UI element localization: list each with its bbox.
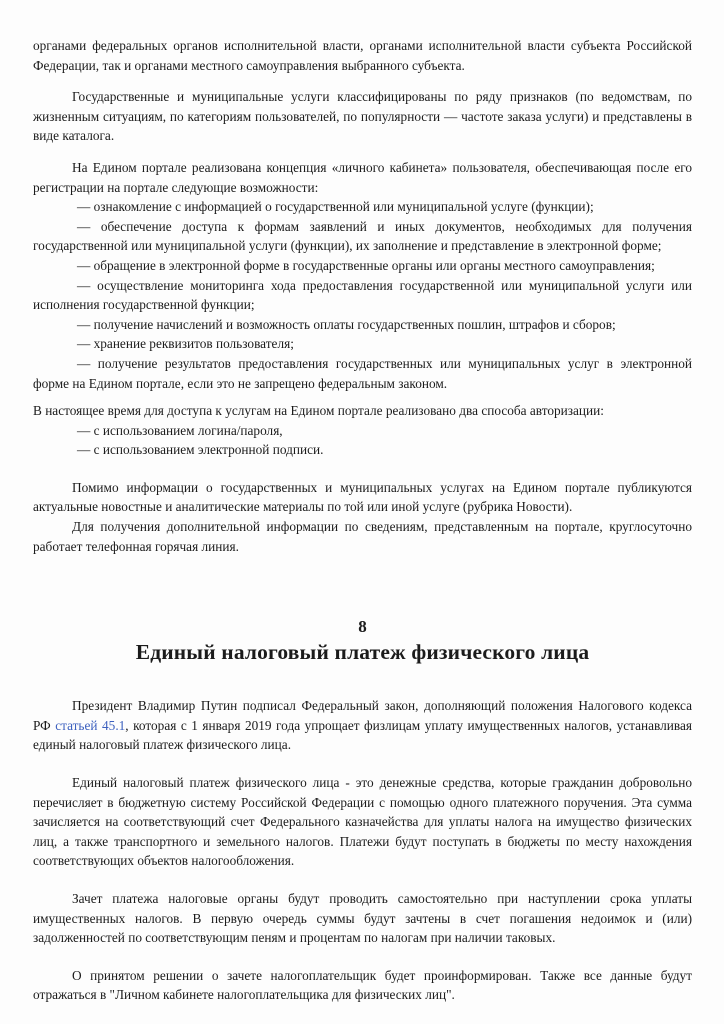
paragraph-putin (33, 696, 692, 755)
section-number: 8 (358, 617, 367, 637)
paragraph-personal-account: На Едином портале реализована концепция «личного кабинета» пользователя, обеспечивающая после его регистрации на портале следующие возможности: (33, 159, 692, 195)
spacer (33, 755, 692, 773)
section-title: Единый налоговый платеж физического лица (135, 640, 590, 665)
spacer (33, 393, 692, 401)
capability-item: — получение результатов предоставления государственных или муниципальных услуг в электронной форме на Едином портале, если это не запрещено федеральным законом. (33, 355, 692, 391)
paragraph-news: Помимо информации о государственных и муниципальных услугах на Едином портале публикуются актуальные новостные и аналитические материалы по той или иной услуге (рубрика Новости). (33, 479, 692, 515)
spacer (33, 871, 692, 889)
capability-item: — ознакомление с информацией о государственной или муниципальной услуге (функции); (77, 199, 594, 215)
paragraph-classification: Государственные и муниципальные услуги классифицированы по ряду признаков (по ведомствам, по жизненным ситуациям, по категориям пользователей, по популярности — частоте заказа услуги) и представлены в виде каталога. (33, 89, 692, 144)
capability-item: — хранение реквизитов пользователя; (77, 336, 294, 352)
document-body (33, 36, 692, 1005)
authorization-item: — с использованием логина/пароля, (77, 422, 283, 438)
capability-item: — получение начислений и возможность оплаты государственных пошлин, штрафов и сборов; (77, 316, 616, 332)
paragraph-hotline: Для получения дополнительной информации по сведениям, представленным на портале, круглосуточно работает телефонная горячая линия. (33, 519, 692, 554)
capability-item: — обеспечение доступа к формам заявлений и иных документов, необходимых для получения государственной или муниципальной услуги (функции), их заполнение и представление в электронной форме; (33, 218, 692, 254)
spacer (33, 948, 692, 966)
paragraph-authorization-intro: В настоящее время для доступа к услугам на Едином портале реализовано два способа авторизации: (33, 403, 604, 419)
article-45-1-link[interactable]: статьей 45.1 (55, 717, 126, 733)
capability-item: — осуществление мониторинга хода предоставления государственной или муниципальной услуги или исполнения государственной функции; (33, 277, 692, 313)
capability-item: — обращение в электронной форме в государственные органы или органы местного самоуправления; (77, 257, 655, 273)
spacer (33, 586, 692, 616)
spacer (33, 146, 692, 158)
spacer (33, 556, 692, 586)
spacer (33, 666, 692, 696)
paragraph-putin-after-link: , которая с 1 января 2019 года упрощает физлицам уплату имущественных налогов, устанавливая единый налоговый платеж физического лица. (33, 717, 692, 753)
paragraph-notification: О принятом решении о зачете налогоплательщик будет проинформирован. Также все данные будут отражаться в "Личном кабинете налогоплательщика для физических лиц". (33, 967, 692, 1003)
paragraph-putin-before-link: Президент Владимир Путин подписал Федеральный закон, дополняющий положения Налогового кодекса РФ (33, 698, 692, 733)
authorization-item: — с использованием электронной подписи. (77, 442, 324, 458)
paragraph-offset: Зачет платежа налоговые органы будут проводить самостоятельно при наступлении срока уплаты имущественных налогов. В первую очередь суммы будут зачтены в счет погашения недоимок и (или) задолженностей по соответствующим пеням и процентам по налогам при наличии таковых. (33, 891, 692, 946)
spacer (33, 460, 692, 478)
spacer (33, 75, 692, 87)
paragraph-continued: органами федеральных органов исполнительной власти, органами исполнительной власти субъекта Российской Федерации, так и органами местного самоуправления выбранного субъекта. (33, 38, 692, 73)
paragraph-definition: Единый налоговый платеж физического лица - это денежные средства, которые гражданин добровольно перечисляет в бюджетную систему Российской Федерации с помощью одного платежного поручения. Эта сумма зачисляется на соответствующий счет Федерального казначейства для уплаты налога на имущество физических лиц, а также транспортного и земельного налогов. Платежи будут поступать в бюджеты по месту нахождения соответствующих объектов налогообложения. (33, 775, 692, 869)
